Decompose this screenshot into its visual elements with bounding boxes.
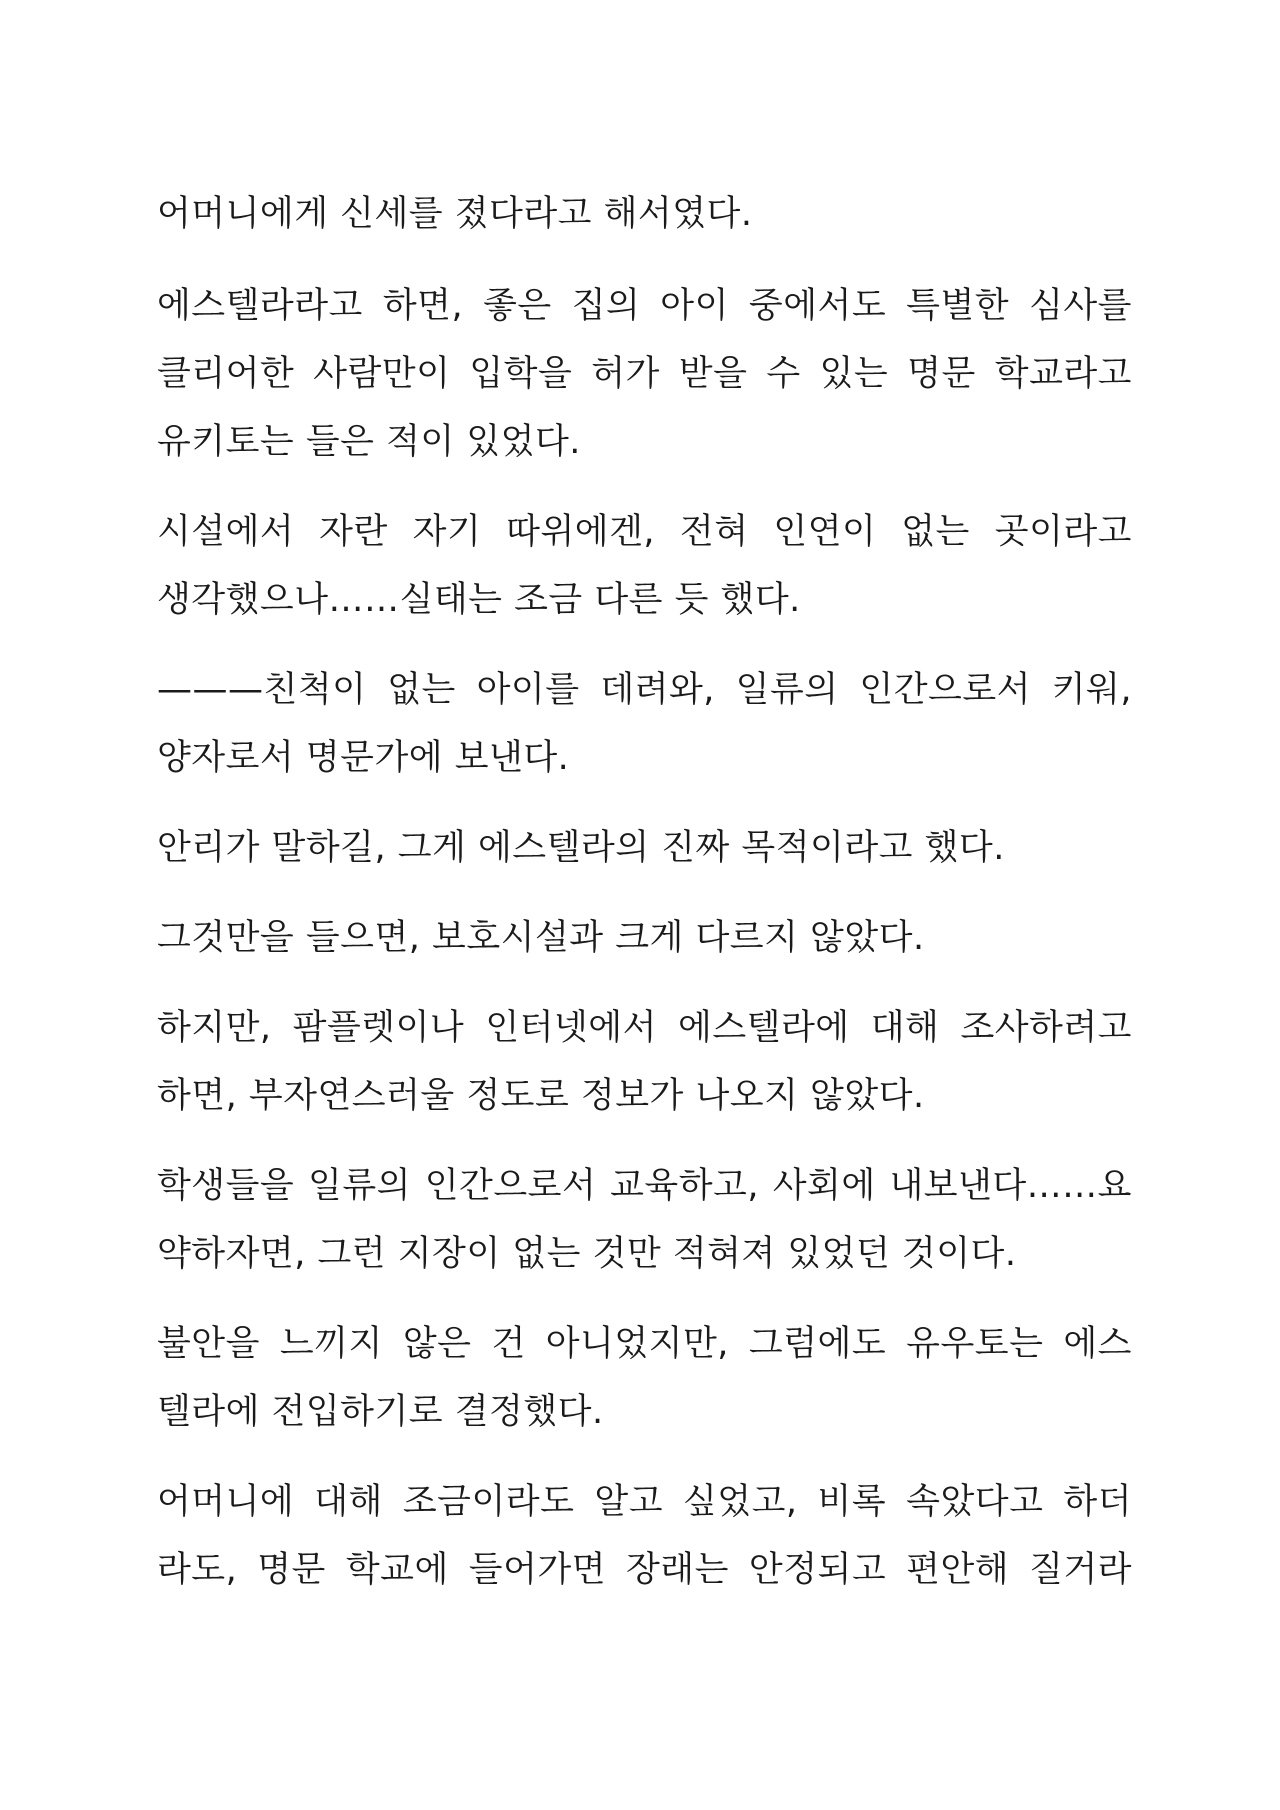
text-line: 시설에서 자란 자기 따위에겐, 전혀 인연이 없는 곳이라고	[157, 512, 1132, 552]
text-line: 생각했으나……실태는 조금 다른 듯 했다.	[157, 580, 801, 620]
text-line: 그것만을 들으면, 보호시설과 크게 다르지 않았다.	[157, 918, 925, 958]
text-line: 불안을 느끼지 않은 건 아니었지만, 그럼에도 유우토는 에스	[157, 1324, 1132, 1364]
text-line: 에스텔라라고 하면, 좋은 집의 아이 중에서도 특별한 심사를	[157, 286, 1132, 326]
text-line: 양자로서 명문가에 보낸다.	[157, 738, 570, 778]
text-line: 어머니에게 신세를 졌다라고 해서였다.	[157, 194, 753, 234]
text-line: 유키토는 들은 적이 있었다.	[157, 422, 581, 462]
text-line: 클리어한 사람만이 입학을 허가 받을 수 있는 명문 학교라고	[157, 354, 1132, 394]
text-line: 텔라에 전입하기로 결정했다.	[157, 1392, 604, 1432]
text-line: 하면, 부자연스러울 정도로 정보가 나오지 않았다.	[157, 1076, 925, 1116]
text-line: 약하자면, 그런 지장이 없는 것만 적혀져 있었던 것이다.	[157, 1234, 1017, 1274]
text-line: 라도, 명문 학교에 들어가면 장래는 안정되고 편안해 질거라	[157, 1550, 1132, 1590]
text-line: 어머니에 대해 조금이라도 알고 싶었고, 비록 속았다고 하더	[157, 1482, 1132, 1522]
text-line: 안리가 말하길, 그게 에스텔라의 진짜 목적이라고 했다.	[157, 828, 1005, 868]
text-line: 학생들을 일류의 인간으로서 교육하고, 사회에 내보낸다……요	[157, 1166, 1132, 1206]
text-line: 하지만, 팜플렛이나 인터넷에서 에스텔라에 대해 조사하려고	[157, 1008, 1132, 1048]
text-line: ———친척이 없는 아이를 데려와, 일류의 인간으로서 키워,	[157, 670, 1132, 710]
